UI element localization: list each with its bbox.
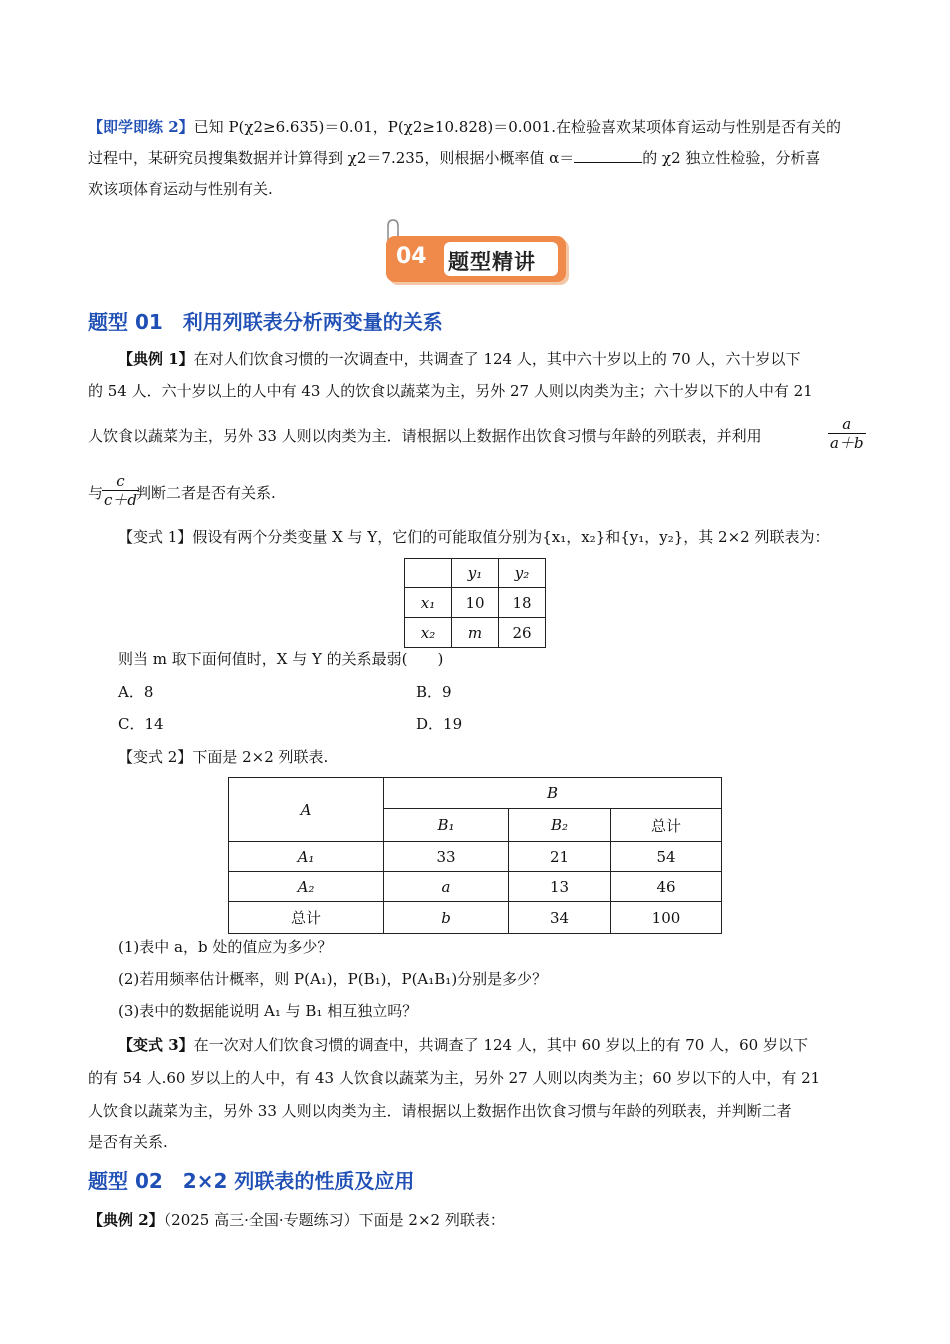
table-cell: 总计 (229, 902, 384, 934)
table-cell: 26 (499, 618, 546, 648)
frac2-denominator: c＋d (104, 491, 138, 509)
variant1-text: 假设有两个分类变量 X 与 Y，它们的可能取值分别为{x₁，x₂}和{y₁，y₂}，其 2×2 列联表为： (192, 528, 830, 546)
example1-line2: 的 54 人．六十岁以上的人中有 43 人的饮食以蔬菜为主，另外 27 人则以肉类为主；六十岁以下的人中有 21 (88, 382, 813, 400)
table-row (405, 559, 546, 588)
practice2-text2b: 的 χ2 独立性检验，分析喜 (642, 149, 821, 167)
example1-tag: 【典例 1】 (118, 350, 194, 368)
frac2-numerator: c (116, 472, 125, 490)
practice2-line1 (88, 112, 841, 142)
table-cell: A₂ (229, 872, 384, 902)
example1-line1 (118, 344, 800, 374)
variant1-question: 则当 m 取下面何值时，X 与 Y 的关系最弱( ) (118, 650, 444, 668)
badge-number: 04 (396, 244, 427, 269)
table-cell: 总计 (611, 809, 722, 842)
badge-title: 题型精讲 (448, 250, 536, 274)
table-row (405, 588, 546, 618)
section-badge (386, 236, 566, 282)
example1-line4 (88, 478, 103, 508)
fraction-c-over-c-plus-d (102, 472, 139, 509)
table-cell (405, 559, 452, 588)
variant2-q2: (2)若用频率估计概率，则 P(A₁)，P(B₁)，P(A₁B₁)分别是多少？ (118, 970, 548, 988)
example1-text3: 人饮食以蔬菜为主，另外 33 人则以肉类为主．请根据以上数据作出饮食习惯与年龄的列联表，并利用 (88, 427, 762, 445)
table-cell: B₂ (509, 809, 611, 842)
example2-text: （2025 高三·全国·专题练习）下面是 2×2 列联表： (163, 1211, 505, 1229)
table-row (229, 842, 722, 872)
variant2-line (118, 742, 328, 772)
example2-tag: 【典例 2】 (88, 1211, 164, 1229)
option-d[interactable]: D．19 (416, 715, 463, 733)
variant2-table (228, 777, 722, 934)
answer-blank[interactable] (574, 148, 642, 163)
variant2-q1: (1)表中 a，b 处的值应为多少？ (118, 938, 333, 956)
frac1-denominator: a＋b (830, 434, 864, 452)
table-cell: 34 (509, 902, 611, 934)
variant3-line4: 是否有关系. (88, 1133, 168, 1151)
variant3-text1: 在一次对人们饮食习惯的调查中，共调查了 124 人，其中 60 岁以上的有 70 人，60 岁以下 (193, 1036, 808, 1054)
table-cell: A₁ (229, 842, 384, 872)
example1-text4a: 与 (88, 484, 104, 502)
table-row (405, 618, 546, 648)
table-cell: y₁ (452, 559, 499, 588)
example1-text1: 在对人们饮食习惯的一次调查中，共调查了 124 人，其中六十岁以上的 70 人，六十岁以下 (193, 350, 801, 368)
table-cell: 10 (452, 588, 499, 618)
table-cell: 33 (384, 842, 509, 872)
table-cell: 54 (611, 842, 722, 872)
variant1-line (118, 522, 830, 552)
table-row (229, 778, 722, 809)
variant2-tag: 【变式 2】 (118, 748, 193, 766)
table-row (229, 902, 722, 934)
practice2-line2 (88, 143, 820, 173)
table-row (229, 872, 722, 902)
example1-line3 (88, 421, 762, 451)
variant3-line1 (118, 1030, 808, 1060)
section1-heading: 题型 01 利用列联表分析两变量的关系 (88, 310, 443, 334)
practice2-tag: 【即学即练 2】 (88, 118, 194, 136)
table-cell: x₂ (405, 618, 452, 648)
practice2-text2a: 过程中，某研究员搜集数据并计算得到 χ2＝7.235，则根据小概率值 α＝ (88, 149, 575, 167)
table-cell: A (229, 778, 384, 842)
table-cell: B (384, 778, 722, 809)
section2-heading: 题型 02 2×2 列联表的性质及应用 (88, 1169, 415, 1193)
option-a[interactable]: A．8 (118, 683, 154, 701)
table-cell: 18 (499, 588, 546, 618)
example2-line (88, 1205, 505, 1235)
table-cell: y₂ (499, 559, 546, 588)
table-cell: x₁ (405, 588, 452, 618)
table-cell: b (384, 902, 509, 934)
table-cell: m (452, 618, 499, 648)
variant2-q3: (3)表中的数据能说明 A₁ 与 B₁ 相互独立吗？ (118, 1002, 418, 1020)
option-c[interactable]: C．14 (118, 715, 164, 733)
practice2-line3: 欢该项体育运动与性别有关. (88, 180, 273, 198)
table-cell: 46 (611, 872, 722, 902)
table-cell: 21 (509, 842, 611, 872)
table-cell: B₁ (384, 809, 509, 842)
table-cell: 100 (611, 902, 722, 934)
frac1-numerator: a (842, 415, 852, 433)
variant1-table (404, 558, 546, 648)
variant3-line2: 的有 54 人.60 岁以上的人中，有 43 人饮食以蔬菜为主，另外 27 人则以肉类为主；60 岁以下的人中，有 21 (88, 1069, 821, 1087)
option-b[interactable]: B．9 (416, 683, 452, 701)
variant3-tag: 【变式 3】 (118, 1036, 194, 1054)
variant1-tag: 【变式 1】 (118, 528, 193, 546)
variant3-line3: 人饮食以蔬菜为主，另外 33 人则以肉类为主．请根据以上数据作出饮食习惯与年龄的列联表，并判断二者 (88, 1102, 792, 1120)
practice2-text1: 已知 P(χ2≥6.635)＝0.01，P(χ2≥10.828)＝0.001.在检验喜欢某项体育运动与性别是否有关的 (193, 118, 841, 136)
fraction-a-over-a-plus-b (828, 415, 866, 452)
table-cell: a (384, 872, 509, 902)
table-cell: 13 (509, 872, 611, 902)
example1-line4b: 判断二者是否有关系. (136, 484, 276, 502)
variant2-text: 下面是 2×2 列联表. (192, 748, 329, 766)
